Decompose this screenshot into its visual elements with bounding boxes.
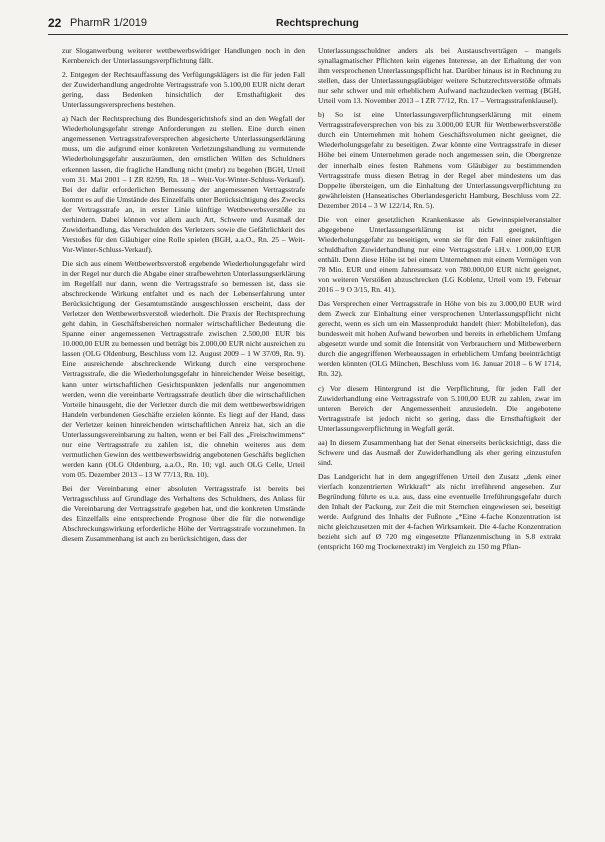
section-title: Rechtsprechung	[276, 17, 359, 29]
page-number: 22	[48, 16, 62, 30]
paragraph: a) Nach der Rechtsprechung des Bundesgerichtshofs sind an den Wegfall der Wiederholungsgefahr strenge Anforderungen zu stellen. Eine durch einen angemessenen Vertragsstrafeversprechen abgesicherte Unterlassungserklärung muss, um die aufgrund einer konkreten Verletzungshandlung zu vermutende Wiederholungsgefahr auszuräumen, den ernstlichen Willen des Schuldners erkennen lassen, die fragliche Handlung nicht (mehr) zu begehen (BGH, Urteil vom 31. Mai 2001 – I ZR 82/99, Rn. 18 – Weit-Vor-Winter-Schluss-Verkauf). Bei der dafür erforderlichen Bemessung der angemessenen Vertragsstrafe kommt es auf die Umstände des Einzelfalls unter Berücksichtigung des Zwecks der Vertragsstrafe an, in erster Linie künftige Wettbewerbsverstöße zu verhindern. Dabei können vor allem auch Art, Schwere und Ausmaß der Zuwiderhandlung, das Verschulden des Verletzers sowie die Gefährlichkeit des Verstoßes für den Gläubiger eine Rolle spielen (BGH, a.a.O., Rn. 25 – Weit-Vor-Winter-Schluss-Verkauf).	[62, 114, 305, 254]
paragraph: 2. Entgegen der Rechtsauffassung des Verfügungsklägers ist die für jeden Fall der Zuwiderhandlung angedrohte Vertragsstrafe von 5.100,00 EUR nicht derart gering, dass Bedenken hinsichtlich der Ernsthaftigkeit des Unterlassungsversprechens bestehen.	[62, 70, 305, 110]
paragraph: Die von einer gesetzlichen Krankenkasse als Gewinnspielveranstalter abgegebene Unterlassungserklärung ist nicht geeignet, die Wiederholungsgefahr zu beseitigen, wenn sie für den Fall einer zukünftigen schuldhaften Zuwiderhandlung nur eine Vertragsstrafe i.H.v. 1.000,00 EUR enthält. Denn diese Höhe ist bei einem Unternehmen mit einem Vermögen von 78 Mio. EUR und einem Jahresumsatz von 780.000,00 EUR nicht geeignet, von weiteren Verstößen abzuschrecken (LG Koblenz, Urteil vom 19. Februar 2016 – 9 O 3/15, Rn. 41).	[318, 214, 561, 295]
paragraph: Das Landgericht hat in dem angegriffenen Urteil den Zusatz „denk einer vierfach konzentrierten Wirkkraft“ als nicht irreführend angesehen. Zur Begründung führte es u.a. aus, dass eine eventuelle Irreführungsgefahr durch den Inhalt der Packung, zur Zeit die mit Sternchen eingewiesen sei, beseitigt werde. Aufgrund des Inhalts der Fußnote „*Eine 4-fache Konzentration ist nicht gleichzusetzen mit der 4-fachen Wirksamkeit. Die 4-fache Konzentration bezieht sich auf Ø 720 mg eingesetzte Pflanzenmischung in S.8 extrakt (entspricht 160 mg Trockenextrakt) im Vergleich zu 150 mg Pflan-	[318, 471, 561, 552]
paragraph: Die sich aus einem Wettbewerbsverstoß ergebende Wiederholungsgefahr wird in der Regel nur durch die Abgabe einer strafbewehrten Unterlassungserklärung im Regelfall nur dann, wenn die Vertragsstrafe so bemessen ist, dass sie abschreckende Wirkung entfaltet und es nach der Lebenserfahrung unter Berücksichtigung der Gesamtumstände ausgeschlossen erscheint, dass der Verletzer den Wettbewerbsverstoß wiederholt. Die Praxis der Rechtsprechung geht dahin, in Geschäftsbereichen normaler wirtschaftlicher Bedeutung die Spanne einer angemessenen Vertragsstrafe zwischen 2.500,00 EUR bis 10.000,00 EUR zu bemessen und beträgt bis 2.000,00 EUR nicht ausreichen zu lassen (OLG Oldenburg, Beschluss vom 12. August 2009 – 1 W 37/09, Rn. 9). Eine ausreichende abschreckende Wirkung durch eine versprochene Vertragsstrafe, die die Wiederholungsgefahr in hinreichender Weise beseitigt, kann unter wirtschaftlichen Gesichtspunkten jedenfalls nur angenommen werden, wenn die vereinbarte Vertragsstrafe deutlich über die wirtschaftlichen Vorteile hinausgeht, die der Verletzer durch die mit dem wettbewerbswidrigen Handeln verbundenen Geschäfte erzielen könnte. Es liegt auf der Hand, dass der Verletzer keinen hinreichenden wirtschaftlichen Anreiz hat, sich an die Unterlassungsvereinbarung zu halten, wenn er bei Fall des „Freischwimmens“ nur eine Vertragsstrafe zu zahlen ist, die ohnehin weiteres aus dem vermutlichen Gewinn des wettbewerbswidrig angebotenen Geschäfts beglichen werden kann (OLG Oldenburg, a.a.O., Rn. 10; vgl. auch OLG Celle, Urteil vom 05. Dezember 2013 – 13 W 77/13, Rn. 10).	[62, 258, 305, 479]
paragraph: c) Vor diesem Hintergrund ist die Verpflichtung, für jeden Fall der Zuwiderhandlung eine Vertragsstrafe von 5.100,00 EUR zu zahlen, zwar im unteren Bereich der Angemessenheit anzusiedeln. Die angebotene Vertragsstrafe ist jedoch nicht so gering, dass die Ernsthaftigkeit der Unterlassungsverpflichtung in Wegfall gerät.	[318, 383, 561, 433]
paragraph: zur Sloganwerbung weiterer wettbewerbswidriger Handlungen noch in den Kernbereich der Unterlassungsverpflichtung fällt.	[62, 46, 305, 66]
journal-name: PharmR 1/2019	[70, 17, 148, 29]
paragraph: Das Versprechen einer Vertragsstrafe in Höhe von bis zu 3.000,00 EUR wird dem Zweck zur Einhaltung einer versprochenen Unterlassungspflicht nicht gerecht, wenn es sich um ein Massenprodukt handelt (hier: Mobiltelefon), das bundesweit mit hohen Aufwand beworben und bereits in erheblichem Umfang abgesetzt wurde und somit die Intensität von Verbrauchern und Mitbewerbern durch die angegriffenen Werbeaussagen in erheblichem Umfang beeinträchtigt werden könnten (OLG München, Beschluss vom 16. Januar 2018 – 6 W 1714, Rn. 32).	[318, 299, 561, 379]
header-rule	[48, 34, 568, 35]
paragraph: b) So ist eine Unterlassungsverpflichtungserklärung mit einem Vertragsstrafeversprechen von bis zu 3.000,00 EUR für Wettbewerbsverstöße durch ein Unternehmen mit hohem Geschäftsvolumen nicht geeignet, die Wiederholungsgefahr zu beseitigen. Zwar könnte eine Vertragsstrafe in dieser Höhe bei einem Unternehmen gerade noch angemessen sein, die Obergrenze der innerhalb eines festen Rahmens vom Gläubiger zu bestimmenden Vertragsstrafe muss diesen Betrag in der Regel aber mindestens um das Doppelte übersteigen, um die Einhaltung der Unterlassungsverpflichtung zu gewährleisten (Hanseatisches Oberlandesgericht Hamburg, Beschluss vom 22. Dezember 2014 – 3 W 122/14, Rn. 5).	[318, 110, 561, 210]
left-column	[62, 46, 305, 548]
paragraph: Unterlassungsschuldner anders als bei Austauschverträgen – mangels synallagmatischer Pflichten kein eigenes Interesse, an der Erhaltung der von ihm versprochenen Unterlassungspflicht hat. Darüber hinaus ist in Rechnung zu stellen, dass der Unterlassungsgläubiger weitere Schutzrechtsverstöße oftmals nur sehr schwer und mit erheblichem Aufwand nachzudecken vermag (BGH, Urteil vom 13. November 2013 – I ZR 77/12, Rn. 17 – Vertragsstrafenklausel).	[318, 46, 561, 106]
paragraph: aa) In diesem Zusammenhang hat der Senat einerseits berücksichtigt, dass die Schwere und das Ausmaß der Zuwiderhandlung als eher gering einzustufen sind.	[318, 437, 561, 467]
paragraph: Bei der Vereinbarung einer absoluten Vertragsstrafe ist bereits bei Vertragsschluss auf Grundlage des Verhaltens des Schuldners, des Anlass für die Vereinbarung der Vertragsstrafe gegeben hat, und die konkreten Umstände des Einzelfalls eine entsprechende Prognose über die für die notwendige Abschreckungswirkung erforderliche Höhe der Vertragsstrafe vorzunehmen. In diesem Zusammenhang ist auch zu berücksichtigen, dass der	[62, 483, 305, 544]
right-column	[318, 46, 561, 556]
page-header	[48, 14, 568, 36]
